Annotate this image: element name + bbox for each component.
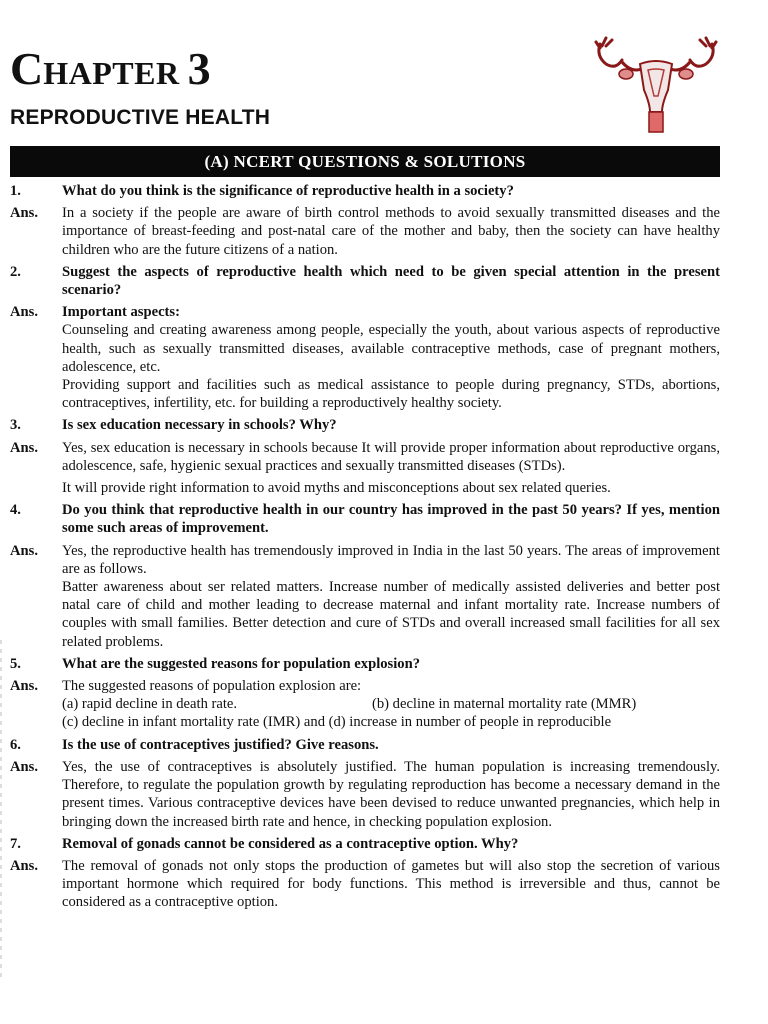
question-number: 6. [10,736,21,753]
answer-text [62,758,720,831]
answer-row [0,758,720,831]
answer-row [0,303,720,412]
answer-paragraph: Providing support and facilities such as medical assistance to people during pregnancy, STDs, abortions, contraceptives, infertility, etc. for building a reproductively healthy society. [62,377,720,412]
answer-row [0,204,720,259]
question-number: 3. [10,417,21,434]
question-row [0,263,720,299]
question-number: 4. [10,502,21,519]
answer-row [0,857,720,912]
question-text: What do you think is the significance of reproductive health in a society? [62,183,514,199]
question-row [0,182,720,200]
chapter-number: 3 [187,43,211,94]
question-text: Removal of gonads cannot be considered as a contraceptive option. Why? [62,835,519,852]
question-row [0,501,720,537]
question-text: Suggest the aspects of reproductive health which need to be given special attention in the present scenario? [62,263,720,299]
answer-label: Ans. [10,205,38,222]
question-text: What are the suggested reasons for population explosion? [62,655,420,672]
answer-paragraph: It will provide right information to avoid myths and misconceptions about sex related queries. [62,480,611,497]
uterus-illustration [592,34,720,134]
answer-paragraph: Counseling and creating awareness among people, especially the youth, about various aspects of reproductive health, such as sexually transmitted diseases, available contraceptive methods, case of pregnant mothers, adolescence, etc. [62,322,720,375]
chapter-word: HAPTER [43,55,180,91]
answer-text [62,677,720,732]
answer-label: Ans. [10,857,38,874]
qa-list [0,182,720,916]
chapter-heading [10,43,211,94]
answer-paragraph: In a society if the people are aware of birth control methods to avoid sexually transmitted diseases and the importance of breast-feeding and post-natal care of the mother and baby, then the society can have healthy children who are the future citizens of a nation. [62,205,720,258]
answer-row [0,677,720,732]
answer-text [62,542,720,651]
question-row [0,416,720,434]
answer-label: Ans. [10,678,38,695]
answer-label: Ans. [10,758,38,775]
answer-paragraph: Yes, the use of contraceptives is absolutely justified. The human population is increasing tremendously. Therefore, to regulate the population growth by regulating reproduction has become a necessary demand in the present times. Various contraceptive devices have been devised to reduce unwanted pregnancies, which help in bringing down the increased birth rate and hence, in checking population explosion. [62,758,720,830]
options-line [62,713,720,731]
options-line [62,695,720,713]
chapter-cap: C [10,43,44,94]
answer-label: Ans. [10,439,38,456]
question-text: Do you think that reproductive health in our country has improved in the past 50 years? If yes, mention some such areas of improvement. [62,502,720,537]
question-number: 7. [10,835,21,852]
question-row [0,655,720,673]
option-cd: (c) decline in infant mortality rate (IMR) and (d) increase in number of people in reproducible [62,714,612,731]
answer-intro: The suggested reasons of population explosion are: [62,678,362,695]
answer-text [62,439,720,498]
chapter-title: REPRODUCTIVE HEALTH [10,106,271,129]
answer-paragraph: Yes, sex education is necessary in schools because It will provide proper information about reproductive organs, adolescence, safe, hygienic sexual practices and sexually transmitted diseases (STDs). [62,439,720,474]
section-heading-bar: (A) NCERT QUESTIONS & SOLUTIONS [10,146,720,177]
answer-text [62,857,720,912]
answer-row [0,439,720,498]
answer-text [62,303,720,412]
question-text: Is sex education necessary in schools? Why? [62,417,337,434]
question-number: 1. [10,183,21,199]
question-number: 5. [10,655,21,672]
question-number: 2. [10,263,21,280]
answer-row [0,542,720,651]
answer-text [62,204,720,259]
question-text: Is the use of contraceptives justified? Give reasons. [62,736,379,753]
answer-label: Ans. [10,542,38,559]
answer-label: Ans. [10,304,38,321]
answer-heading: Important aspects: [62,304,180,321]
answer-paragraph: The removal of gonads not only stops the production of gametes but will also stop the secretion of various important hormone which required for body functions. This method is irreversible and thus, cannot be considered as a contraceptive option. [62,857,720,911]
answer-paragraph: Batter awareness about ser related matters. Increase number of medically assisted deliveries and better post natal care of child and mother leading to decrease maternal and infant mortality rate. Increase numbers of couples with small families. Better detection and cure of STDs and overall increased small facilities for all sex related problems. [62,579,720,650]
option-b: (b) decline in maternal mortality rate (MMR) [372,696,637,713]
question-row [0,835,720,853]
answer-paragraph: Yes, the reproductive health has tremendously improved in India in the last 50 years. The areas of improvement are as follows. [62,542,720,577]
option-a: (a) rapid decline in death rate. [62,696,238,713]
question-row [0,736,720,754]
